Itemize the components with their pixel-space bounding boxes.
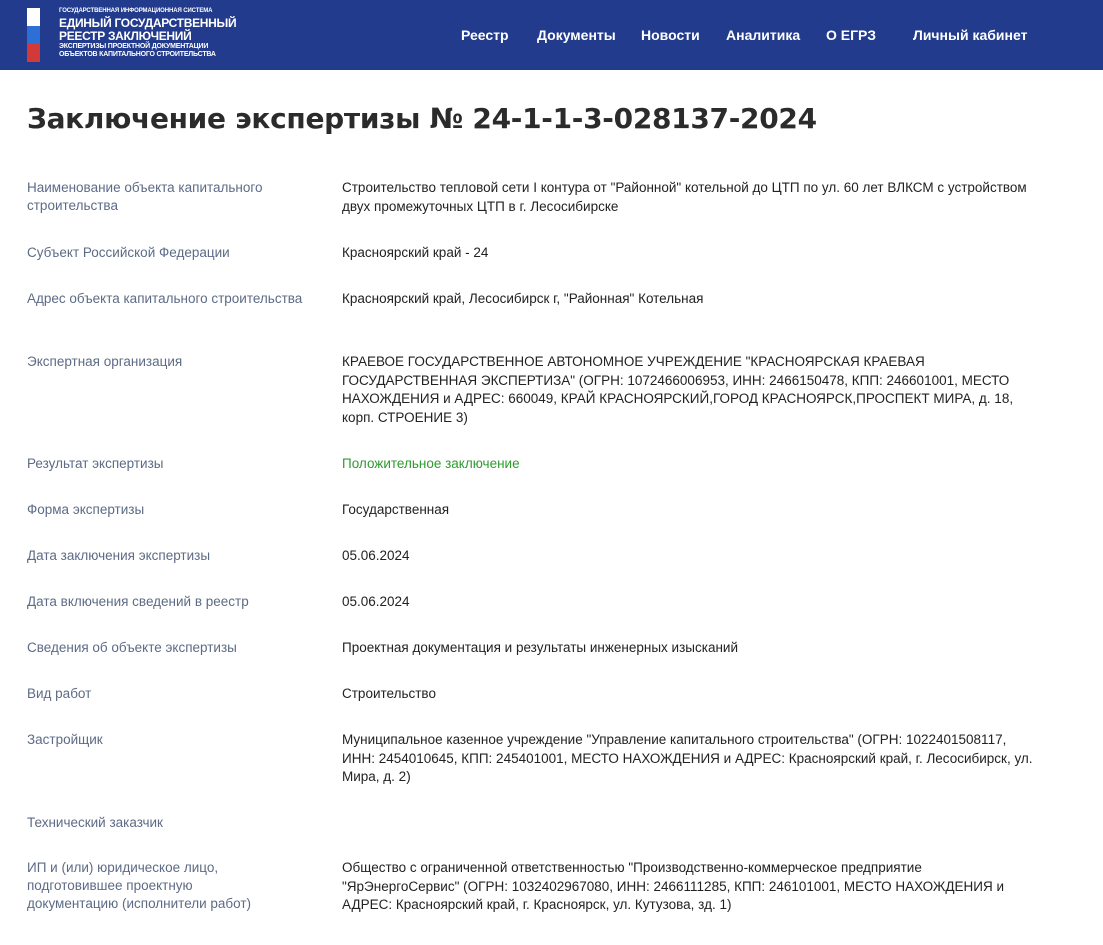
nav-item-personal-account[interactable]: Личный кабинет <box>913 27 1028 43</box>
detail-value: Строительство тепловой сети I контура от "Районной" котельной до ЦТП по ул. 60 лет ВЛКСМ с устройством двух промежуточных ЦТП в г. Лесосибирске <box>342 180 1027 214</box>
detail-label: Вид работ <box>27 686 92 701</box>
detail-label: Дата заключения экспертизы <box>27 548 211 563</box>
detail-label: Субъект Российской Федерации <box>27 245 230 260</box>
detail-label: Адрес объекта капитального строительства <box>27 291 303 306</box>
detail-value: Муниципальное казенное учреждение "Управление капитального строительства" (ОГРН: 1022401508117, ИНН: 2454010645, КПП: 245401001, МЕСТО НАХОЖДЕНИЯ и АДРЕС: Красноярский край, г. Лесосибирск, ул. Мира, д. 2) <box>342 732 1033 784</box>
logo-line-2: ЕДИНЫЙ ГОСУДАРСТВЕННЫЙ <box>59 16 237 30</box>
logo-text <box>59 8 236 59</box>
detail-label: Наименование объекта капитального строительства <box>27 180 263 213</box>
detail-value: КРАЕВОЕ ГОСУДАРСТВЕННОЕ АВТОНОМНОЕ УЧРЕЖДЕНИЕ "КРАСНОЯРСКАЯ КРАЕВАЯ ГОСУДАРСТВЕННАЯ ЭКСПЕРТИЗА" (ОГРН: 1072466006953, ИНН: 2466150478, КПП: 246601001, МЕСТО НАХОЖДЕНИЯ и АДРЕС: 660049, КРАЙ КРАСНОЯРСКИЙ,ГОРОД КРАСНОЯРСК,ПРОСПЕКТ МИРА, д. 18, корп. СТРОЕНИЕ 3) <box>342 354 1014 425</box>
nav-item-about[interactable]: О ЕГРЗ <box>826 27 876 43</box>
nav-item-registry[interactable]: Реестр <box>461 27 509 43</box>
logo-line-5: ОБЪЕКТОВ КАПИТАЛЬНОГО СТРОИТЕЛЬСТВА <box>59 51 216 58</box>
expertise-result-status: Положительное заключение <box>342 456 520 471</box>
detail-label: Технический заказчик <box>27 815 163 830</box>
detail-value: Государственная <box>342 502 450 517</box>
detail-value: Общество с ограниченной ответственностью "Производственно-коммерческое предприятие "ЯрЭнергоСервис" (ОГРН: 1032402967080, ИНН: 2466111285, КПП: 246101001, МЕСТО НАХОЖДЕНИЯ и АДРЕС: Красноярский край, г. Красноярск, ул. Кутузова, зд. 1) <box>342 860 1004 912</box>
detail-label: ИП и (или) юридическое лицо, подготовившее проектную документацию (исполнители работ) <box>27 860 252 911</box>
detail-label: Форма экспертизы <box>27 502 145 517</box>
detail-label: Сведения об объекте экспертизы <box>27 640 237 655</box>
nav-item-news[interactable]: Новости <box>641 27 700 43</box>
russian-flag-icon <box>27 8 40 62</box>
detail-label: Экспертная организация <box>27 354 183 369</box>
logo-line-3: РЕЕСТР ЗАКЛЮЧЕНИЙ <box>59 29 192 43</box>
nav-item-documents[interactable]: Документы <box>537 27 616 43</box>
logo-line-4: ЭКСПЕРТИЗЫ ПРОЕКТНОЙ ДОКУМЕНТАЦИИ <box>59 43 209 50</box>
detail-value: Красноярский край, Лесосибирск г, "Районная" Котельная <box>342 291 704 306</box>
site-header <box>0 0 1103 70</box>
detail-label: Результат экспертизы <box>27 456 164 471</box>
nav-item-analytics[interactable]: Аналитика <box>726 27 801 43</box>
page-title: Заключение экспертизы № 24-1-1-3-028137-2024 <box>27 102 817 135</box>
detail-value: Красноярский край - 24 <box>342 245 489 260</box>
detail-value: Строительство <box>342 686 436 701</box>
site-logo[interactable] <box>27 8 236 62</box>
detail-value: 05.06.2024 <box>342 594 410 609</box>
logo-line-1: ГОСУДАРСТВЕННАЯ ИНФОРМАЦИОННАЯ СИСТЕМА <box>59 8 213 14</box>
detail-value: 05.06.2024 <box>342 548 410 563</box>
detail-label: Дата включения сведений в реестр <box>27 594 249 609</box>
detail-value: Проектная документация и результаты инженерных изысканий <box>342 640 738 655</box>
detail-label: Застройщик <box>27 732 103 747</box>
